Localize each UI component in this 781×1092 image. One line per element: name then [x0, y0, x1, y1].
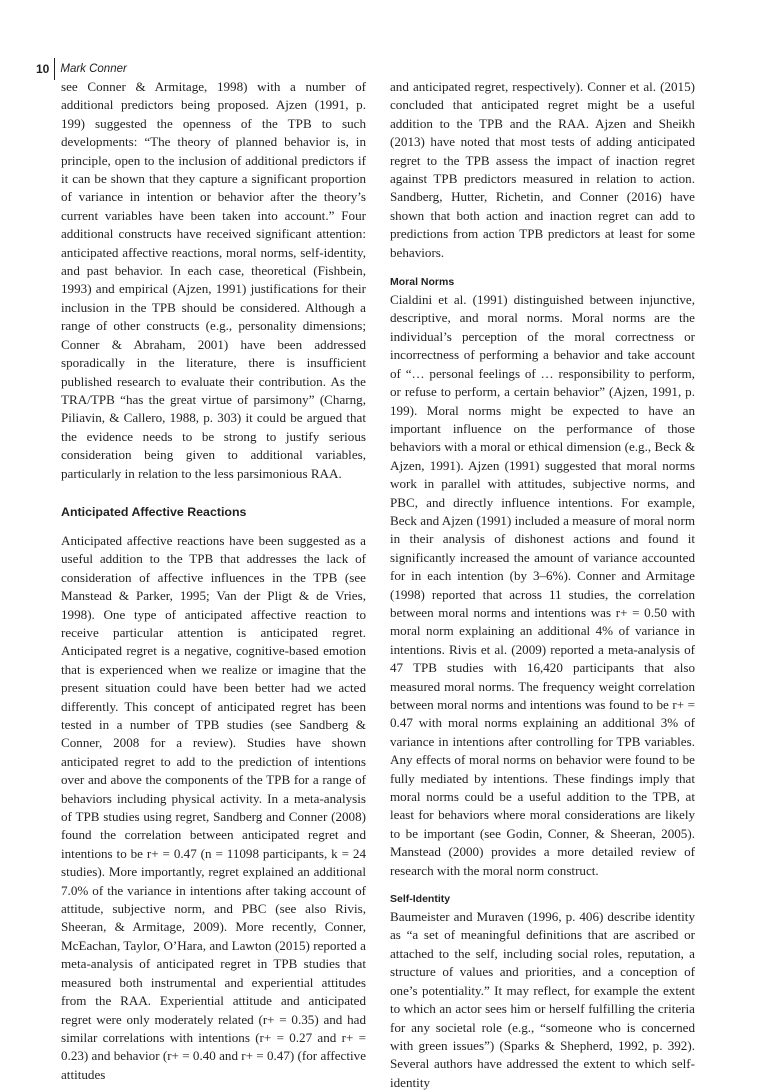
left-column [61, 78, 366, 1084]
heading-moral-norms: Moral Norms [390, 276, 455, 289]
paragraph-self-identity: Baumeister and Muraven (1996, p. 406) describe identity as “a set of meaningful definitions that are ascribed or attached to the self, including social roles, reputation, a structure of values and priorities, and a conception of one’s potentiality.” It may reflect, for example the extent to which an actor sees him or herself fulfilling the criteria for any societal role (e.g., “someone who is concerned with green issues”) (Sparks & Shepherd, 1992, p. 392). Several authors have addressed the extent to which self-identity [390, 909, 695, 1090]
page-number: 10 [36, 62, 50, 76]
paragraph-moral-norms: Cialdini et al. (1991) distinguished between injunctive, descriptive, and moral norms. Moral norms are the individual’s perception of the moral correctness or incorrectness of performing a behavior and take account of “… personal feelings of … responsibility to perform, or refuse to perform, a certain behavior” (Ajzen, 1991, p. 199). Moral norms might be expected to have an important influence on the performance of those behaviors with a moral or ethical dimension (e.g., Beck & Ajzen, 1991). Ajzen (1991) suggested that moral norms work in parallel with attitudes, subjective norms, and PBC, and directly influence intentions. For example, Beck and Ajzen (1991) included a measure of moral norm in their analysis of dishonest actions and found it significantly increased the amount of variance accounted for in each intention (by 3–6%). Conner and Armitage (1998) reported that across 11 studies, the correlation between moral norms and intentions was r+ = 0.50 with moral norm explaining an additional 4% of variance in intentions. Rivis et al. (2009) reported a meta-analysis of 47 TPB studies with 16,420 participants that also measured moral norms. The frequency weight correlation between moral norms and intentions was found to be r+ = 0.47 with moral norms explaining an additional 3% of variance in intentions after controlling for TPB variables. Any effects of moral norms on behavior were found to be fully mediated by intentions. These findings imply that moral norms could be a useful addition to the TPB, at least for behaviors where moral considerations are likely to be important (see Godin, Conner, & Sheeran, 2005). Manstead (2000) provides a more detailed review of research with the moral norm construct. [390, 292, 695, 878]
running-head-divider [54, 58, 55, 80]
paragraph-additional-predictors: see Conner & Armitage, 1998) with a number of additional predictors being proposed. Ajzen (1991, p. 199) suggested the openness of the TPB to such developments: “The theory of planned behavior is, in principle, open to the inclusion of additional predictors if it can be shown that they capture a significant proportion of variance in intention or behavior after the theory’s current variables have been taken into account.” Four additional constructs have received significant attention: anticipated affective reactions, moral norms, self-identity, and past behavior. In each case, theoretical (Fishbein, 1993) and empirical (Ajzen, 1991) justifications for their inclusion in the TPB should be considered. Although a range of other constructs (e.g., personality dimensions; Conner & Abraham, 2001) have been addressed sporadically in the literature, there is insufficient published research to evaluate their contribution. As the TRA/TPB “has the great virtue of parsimony” (Charng, Piliavin, & Callero, 1988, p. 303) it could be argued that the evidence needs to be strong to justify serious consideration being given to additional variables, particularly in relation to the less parsimonious RAA. [61, 79, 366, 481]
heading-anticipated-affective-reactions: Anticipated Affective Reactions [61, 504, 247, 519]
running-head-author: Mark Conner [60, 63, 127, 75]
paragraph-anticipated-affective-reactions: Anticipated affective reactions have been suggested as a useful addition to the TPB that addresses the lack of consideration of affective influences in the TPB (see Manstead & Parker, 1995; Van der Pligt & de Vries, 1998). One type of anticipated affective reaction to receive particular attention is anticipated regret. Anticipated regret is a negative, cognitive-based emotion that is experienced when we realize or imagine that the present situation could have been better had we acted differently. This concept of anticipated regret has been tested in a number of TPB studies (see Sandberg & Conner, 2008 for a review). Studies have shown anticipated regret to add to the prediction of intentions over and above the components of the TPB for a range of behaviors including physical activity. In a meta-analysis of TPB studies using regret, Sandberg and Conner (2008) found the correlation between anticipated regret and intentions to be r+ = 0.47 (n = 11098 participants, k = 24 studies). More importantly, regret explained an additional 7.0% of the variance in intentions after taking account of attitude, subjective norm, and PBC (see also Rivis, Sheeran, & Armitage, 2009). More recently, Conner, McEachan, Taylor, O’Hara, and Lawton (2015) reported a meta-analysis of anticipated regret in TPB studies that measured both instrumental and experiential attitudes from the RAA. Experiential attitude and anticipated regret were only moderately related (r+ = 0.35) and had similar correlations with intentions (r+ = 0.27 and r+ = 0.23) and behavior (r+ = 0.40 and r+ = 0.47) (for affective attitudes [61, 532, 366, 1082]
running-head [36, 58, 127, 80]
right-column [390, 78, 695, 1092]
paragraph-anticipated-regret-continued: and anticipated regret, respectively). Conner et al. (2015) concluded that anticipated regret might be a useful addition to the TPB and the RAA. Ajzen and Sheikh (2013) have noted that most tests of adding anticipated regret to the TPB assess the impact of inaction regret against TPB predictors measured in relation to action. Sandberg, Hutter, Richetin, and Conner (2016) have shown that both action and inaction regret can add to predictions from action TPB predictors at least for some behaviors. [390, 79, 695, 260]
heading-self-identity: Self-Identity [390, 893, 451, 906]
